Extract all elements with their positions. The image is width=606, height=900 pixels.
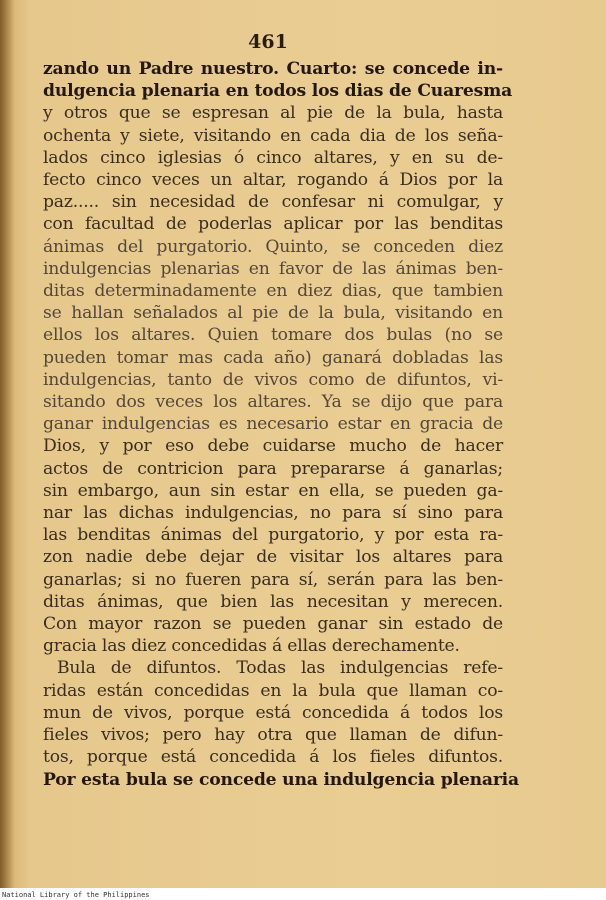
text-line: actos de contricion para prepararse á ganarlas; (43, 458, 503, 479)
library-footer: National Library of the Philippines (2, 891, 150, 899)
body-text (43, 58, 519, 791)
text-line: nar las dichas indulgencias, no para sí sino para (43, 503, 503, 524)
text-line: ellos los altares. Quien tomare dos bulas (no se (43, 325, 503, 346)
text-line: lados cinco iglesias ó cinco altares, y en su de- (43, 147, 503, 168)
text-line: indulgencias, tanto de vivos como de difuntos, vi- (43, 369, 503, 390)
text-line: mun de vivos, porque está concedida á todos los (43, 702, 503, 723)
text-line: Con mayor razon se pueden ganar sin estado de (43, 614, 503, 635)
text-line: tos, porque está concedida á los fieles difuntos. (43, 747, 503, 768)
text-line: Por esta bula se concede una indulgencia plenaria (43, 769, 519, 790)
text-line: zando un Padre nuestro. Cuarto: se concede in- (43, 59, 503, 79)
text-line: ganarlas; si no fueren para sí, serán para las ben- (43, 569, 503, 590)
text-line: Dios, y por eso debe cuidarse mucho de hacer (43, 436, 503, 457)
text-line: se hallan señalados al pie de la bula, visitando en (43, 303, 503, 324)
text-line: paz..... sin necesidad de confesar ni comulgar, y (43, 192, 503, 213)
text-line: con facultad de poderlas aplicar por las benditas (43, 214, 503, 235)
text-line: sitando dos veces los altares. Ya se dijo que para (43, 392, 503, 413)
text-line: sin embargo, aun sin estar en ella, se pueden ga- (43, 480, 503, 501)
text-line: dulgencia plenaria en todos los dias de Cuaresma (43, 81, 513, 102)
text-line: las benditas ánimas del purgatorio, y por esta ra- (43, 525, 503, 546)
page-number: 461 (248, 31, 288, 53)
text-line: ridas están concedidas en la bula que llaman co- (43, 680, 503, 701)
text-line: indulgencias plenarias en favor de las ánimas ben- (43, 258, 503, 279)
text-line: ganar indulgencias es necesario estar en gracia de (43, 414, 503, 435)
text-line: ochenta y siete, visitando en cada dia de los seña- (43, 125, 503, 146)
text-line: ditas determinadamente en diez dias, que tambien (43, 281, 503, 302)
text-line: fecto cinco veces un altar, rogando á Dios por la (43, 170, 503, 191)
spine-shadow (0, 0, 14, 888)
text-line: pueden tomar mas cada año) ganará dobladas las (43, 347, 503, 368)
text-line: ánimas del purgatorio. Quinto, se conceden diez (43, 236, 503, 257)
text-line: fieles vivos; pero hay otra que llaman de difun- (43, 725, 503, 746)
text-line: gracia las diez concedidas á ellas derechamente. (43, 636, 460, 657)
text-line: ditas ánimas, que bien las necesitan y merecen. (43, 591, 503, 612)
text-line: Bula de difuntos. Todas las indulgencias refe- (57, 658, 503, 679)
text-line: y otros que se espresan al pie de la bula, hasta (43, 103, 503, 124)
text-line: zon nadie debe dejar de visitar los altares para (43, 547, 503, 568)
